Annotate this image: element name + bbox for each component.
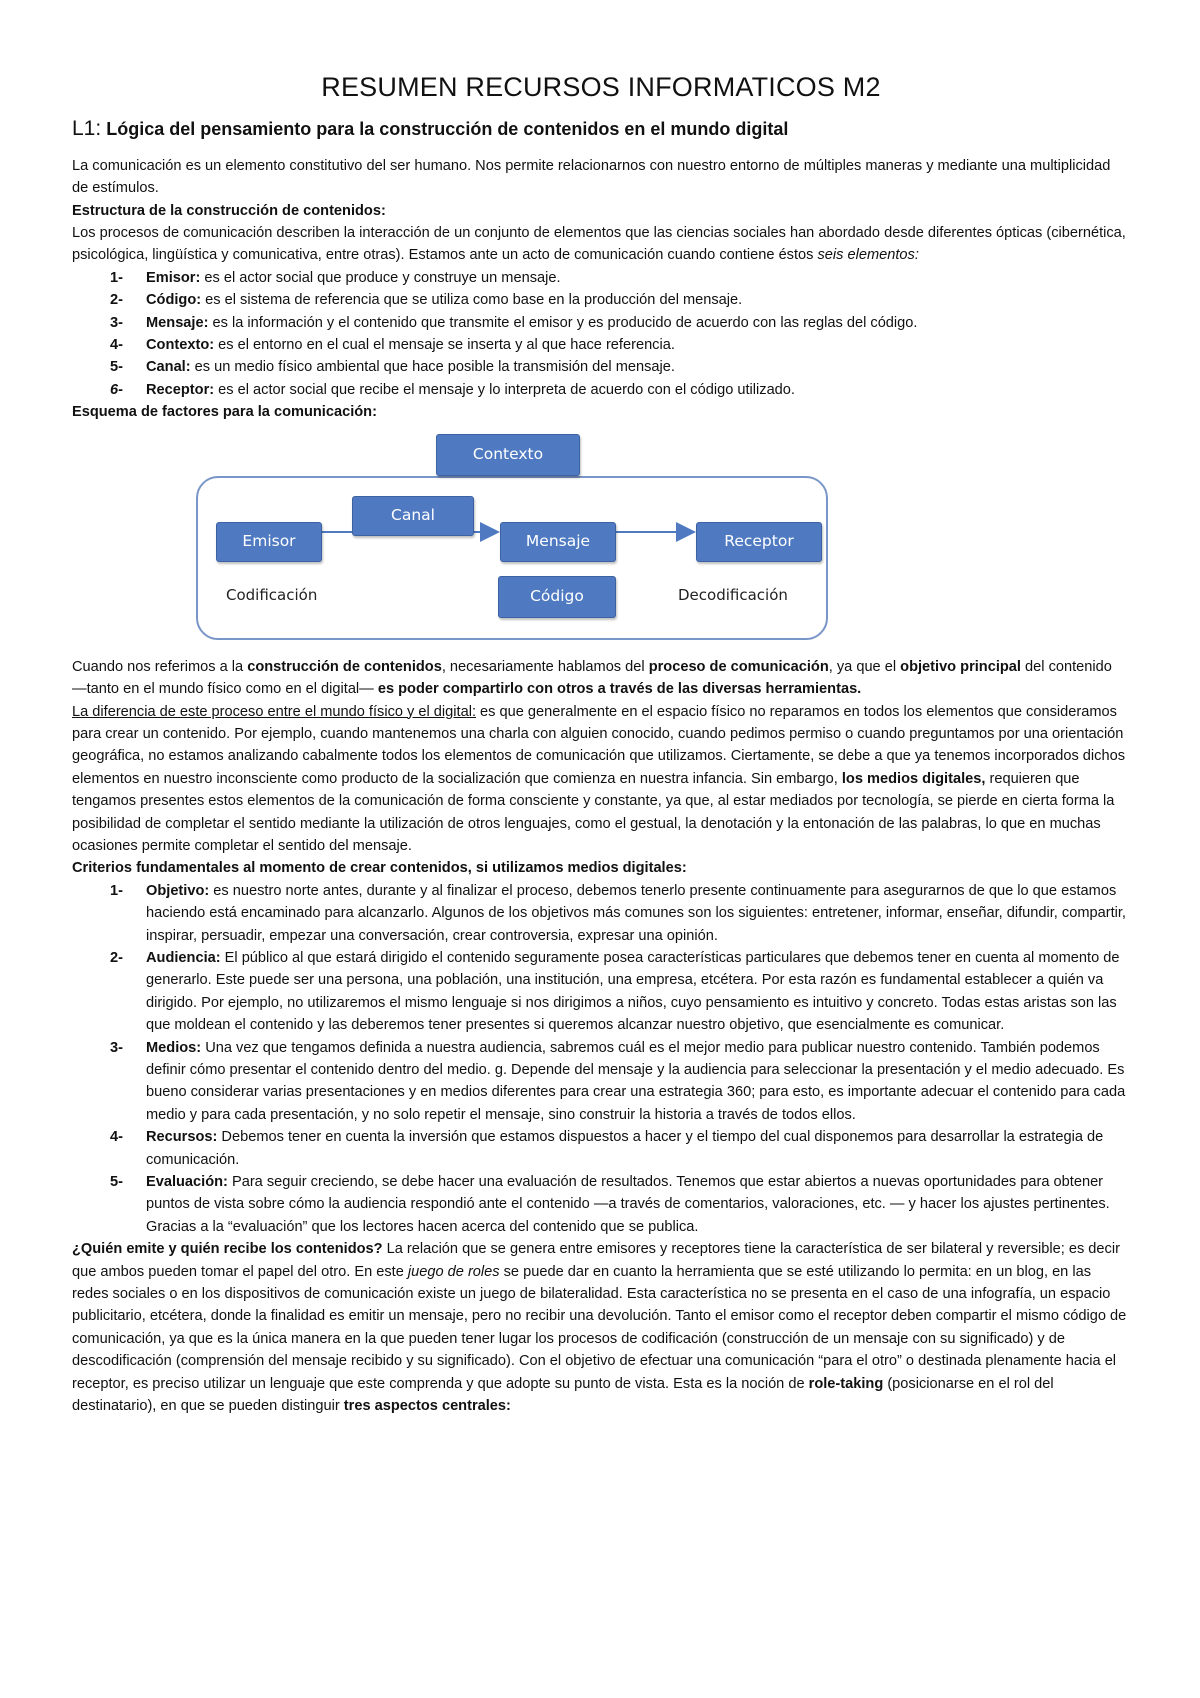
estructura-text: Los procesos de comunicación describen la interacción de un conjunto de elementos que las ciencias sociales han abordado desde diferentes ópticas (cibernética, psicológica, lingüística y comunicativa, entre otras). Estamos ante un acto de comunicación cuando contiene éstos [72,225,1126,264]
decodificacion-label: Decodificación [678,585,788,604]
criterios-heading: Criterios fundamentales al momento de crear contenidos, si utilizamos medios digitales: [72,860,687,877]
item-text: es el actor social que produce y construye un mensaje. [200,269,561,286]
criterios-list [72,880,1130,1239]
item-number: 1- [110,882,123,899]
item-number: 1- [110,269,123,286]
item-number: 6- [110,381,123,398]
item-term: Recursos: [146,1129,218,1146]
item-text: es el entorno en el cual el mensaje se inserta y al que hace referencia. [214,337,675,354]
item-number: 4- [110,337,123,354]
list-item [72,356,1130,378]
lesson-title: Lógica del pensamiento para la construcción de contenidos en el mundo digital [106,119,789,140]
item-term: Medios: [146,1039,202,1056]
emisor-box: Emisor [216,522,322,562]
intro-paragraph: La comunicación es un elemento constitutivo del ser humano. Nos permite relacionarnos con nuestro entorno de múltiples maneras y mediante una multiplicidad de estímulos. [72,157,1111,197]
p1-h: es poder compartirlo con otros a través de las diversas herramientas. [377,681,862,698]
estructura-paragraph [72,222,1130,267]
item-text: es el sistema de referencia que se utiliza como base en la producción del mensaje. [201,292,743,309]
list-item [72,379,1130,401]
lesson-heading [72,118,1130,140]
item-text: es nuestro norte antes, durante y al finalizar el proceso, debemos tenerlo presente continuamente para asegurarnos de que lo que estamos haciendo está encaminado para alcanzarlo. Algunos de los objetivos más comunes son los siguientes: entretener, informar, enseñar, difundir, compartir, inspirar, persuadir, empezar una conversación, crear controversia, expresar una opinión. [146,882,1126,944]
item-term: Emisor: [146,269,201,286]
diferencia-paragraph [72,701,1130,858]
construccion-paragraph [72,656,1130,701]
document-title: RESUMEN RECURSOS INFORMATICOS M2 [321,72,881,102]
list-item [72,880,1130,947]
p3-c: juego de roles [407,1263,500,1280]
p2-underline: La diferencia de este proceso entre el mundo físico y el digital: [72,703,476,720]
item-term: Código: [146,292,202,309]
p3-g: tres aspectos centrales: [343,1398,511,1415]
item-number: 3- [110,1039,123,1056]
item-text: Debemos tener en cuenta la inversión que estamos dispuestos a hacer y el tiempo del cual disponemos para desarrollar la estrategia de comunicación. [146,1129,1104,1168]
item-number: 3- [110,314,123,331]
list-item [72,312,1130,334]
item-text: El público al que estará dirigido el contenido seguramente posea características particulares que debemos tener en cuenta al momento de generarlo. Este puede ser una persona, una población, una institución, una empresa, etcétera. Por esta razón es fundamental establecer a quién va dirigido. Por ejemplo, no utilizaremos el mismo lenguaje si nos dirigimos a niños, cuyo pensamiento es intuitivo y concreto. Todas estas aristas son las que moldean el contenido y las deberemos tener presentes si queremos alcanzar nuestro objetivo, que esencialmente es comunicar. [146,949,1120,1034]
p3-b: La relación que se genera entre emisores y receptores tiene la característica de ser bilateral y reversible; es decir que ambos pueden tomar el papel del otro. En este [72,1241,1120,1280]
p1-g: del contenido —tanto en el mundo físico como en el digital— [72,658,1112,698]
p1-f: objetivo principal [900,658,1021,675]
receptor-box: Receptor [696,522,822,562]
item-text: Una vez que tengamos definida a nuestra audiencia, sabremos cuál es el mejor medio para publicar nuestro contenido. También podemos definir cómo presentar el contenido dentro del medio. g. Depende del mensaje y la audiencia para seleccionar la presentación y el medio adecuado. Es bueno considerar varias presentaciones y en medios diferentes para crear una estrategia 360; para esto, es importante adecuar el contenido para cada medio y para cada presentación, y no solo repetir el mensaje, sino construir la historia a través de todos ellos. [146,1039,1126,1123]
codigo-box: Código [498,576,616,618]
p2-a: es que generalmente en el espacio físico no reparamos en todos los elementos que consideramos para crear un contenido. Por ejemplo, cuando mantenemos una charla con alguien conocido, cuando pedimos permiso o cuando preguntamos por una orientación geográfica, no estamos analizando cabalmente todos los elementos de comunicación que utilizamos. Ciertamente, se debe a que ya tenemos incorporados dichos elementos en nuestro inconsciente como producto de la socialización que comienza en nuestra infancia. Sin embargo, [72,703,1125,787]
p1-b: construcción de contenidos [247,658,442,675]
item-text: es la información y el contenido que transmite el emisor y es producido de acuerdo con las reglas del código. [208,314,918,331]
contexto-box: Contexto [436,434,580,476]
list-item [72,289,1130,311]
item-term: Objetivo: [146,882,210,899]
item-term: Mensaje: [146,314,209,331]
item-number: 2- [110,292,123,309]
list-item [72,1037,1130,1127]
item-number: 5- [110,1174,123,1191]
item-number: 4- [110,1129,123,1146]
list-item [72,1171,1130,1238]
communication-diagram [196,434,836,646]
elements-list [72,267,1130,401]
emisor-receptor-paragraph [72,1238,1130,1417]
list-item [72,267,1130,289]
p3-e: role-taking [808,1375,884,1392]
item-term: Contexto: [146,337,215,354]
item-term: Canal: [146,359,191,376]
lesson-code: L1: [72,117,102,141]
item-term: Audiencia: [146,949,221,966]
item-text: es el actor social que recibe el mensaje y lo interpreta de acuerdo con el código utilizado. [214,381,795,398]
p3-d: se puede dar en cuanto la herramienta que se esté utilizando lo permita: en un blog, en las redes sociales o en los dispositivos de comunicación existe un juego de bilateralidad. Esta característica no se presenta en el caso de una infografía, un espacio publicitario, etcétera, donde la finalidad es emitir un mensaje, pero no recibir una devolución. Tanto el emisor como el receptor deben compartir el mismo código de comunicación, ya que es la única manera en la que pueden tener lugar los procesos de codificación (construcción de un mensaje con su significado) y de descodificación (comprensión del mensaje recibido y su significado). Con el objetivo de efectuar una comunicación “para el otro” o destinada plenamente hacia el receptor, es preciso utilizar un lenguaje que este comprenda y que adopte su punto de vista. Esta es la noción de [72,1263,1127,1392]
list-item [72,1126,1130,1171]
p1-a: Cuando nos referimos a la [72,658,248,675]
item-text: es un medio físico ambiental que hace posible la transmisión del mensaje. [190,359,675,376]
canal-box: Canal [352,496,474,536]
mensaje-box: Mensaje [500,522,616,562]
codificacion-label: Codificación [226,585,318,604]
item-term: Receptor: [146,381,215,398]
item-number: 5- [110,359,123,376]
list-item [72,947,1130,1037]
estructura-text-italic: seis elementos: [817,247,919,264]
p1-d: proceso de comunicación [648,658,829,675]
p1-e: , ya que el [828,658,901,675]
p1-c: , necesariamente hablamos del [441,658,649,675]
estructura-heading: Estructura de la construcción de contenidos: [72,202,386,219]
item-term: Evaluación: [146,1174,228,1191]
p3-a: ¿Quién emite y quién recibe los contenidos? [72,1241,383,1258]
item-text: Para seguir creciendo, se debe hacer una evaluación de resultados. Tenemos que estar abiertos a nuevas oportunidades para obtener puntos de vista sobre cómo la audiencia respondió ante el contenido —a través de comentarios, valoraciones, etc. — y hacer los ajustes pertinentes. Gracias a la “evaluación” que los lectores hacen acerca del contenido que se publica. [146,1174,1110,1235]
p2-c: requieren que tengamos presentes estos elementos de la comunicación de forma consciente y constante, ya que, al estar mediados por tecnología, se pierde en cierta forma la posibilidad de completar el sentido mediante la utilización de otros lenguajes, como el gestual, la denotación y la entonación de las palabras, lo que en muchas ocasiones permite completar el sentido del mensaje. [72,770,1115,854]
esquema-heading: Esquema de factores para la comunicación: [72,404,377,421]
p3-f: (posicionarse en el rol del destinatario), en que se pueden distinguir [72,1375,1054,1415]
p2-b: los medios digitales, [841,770,986,787]
list-item [72,334,1130,356]
item-number: 2- [110,949,123,966]
